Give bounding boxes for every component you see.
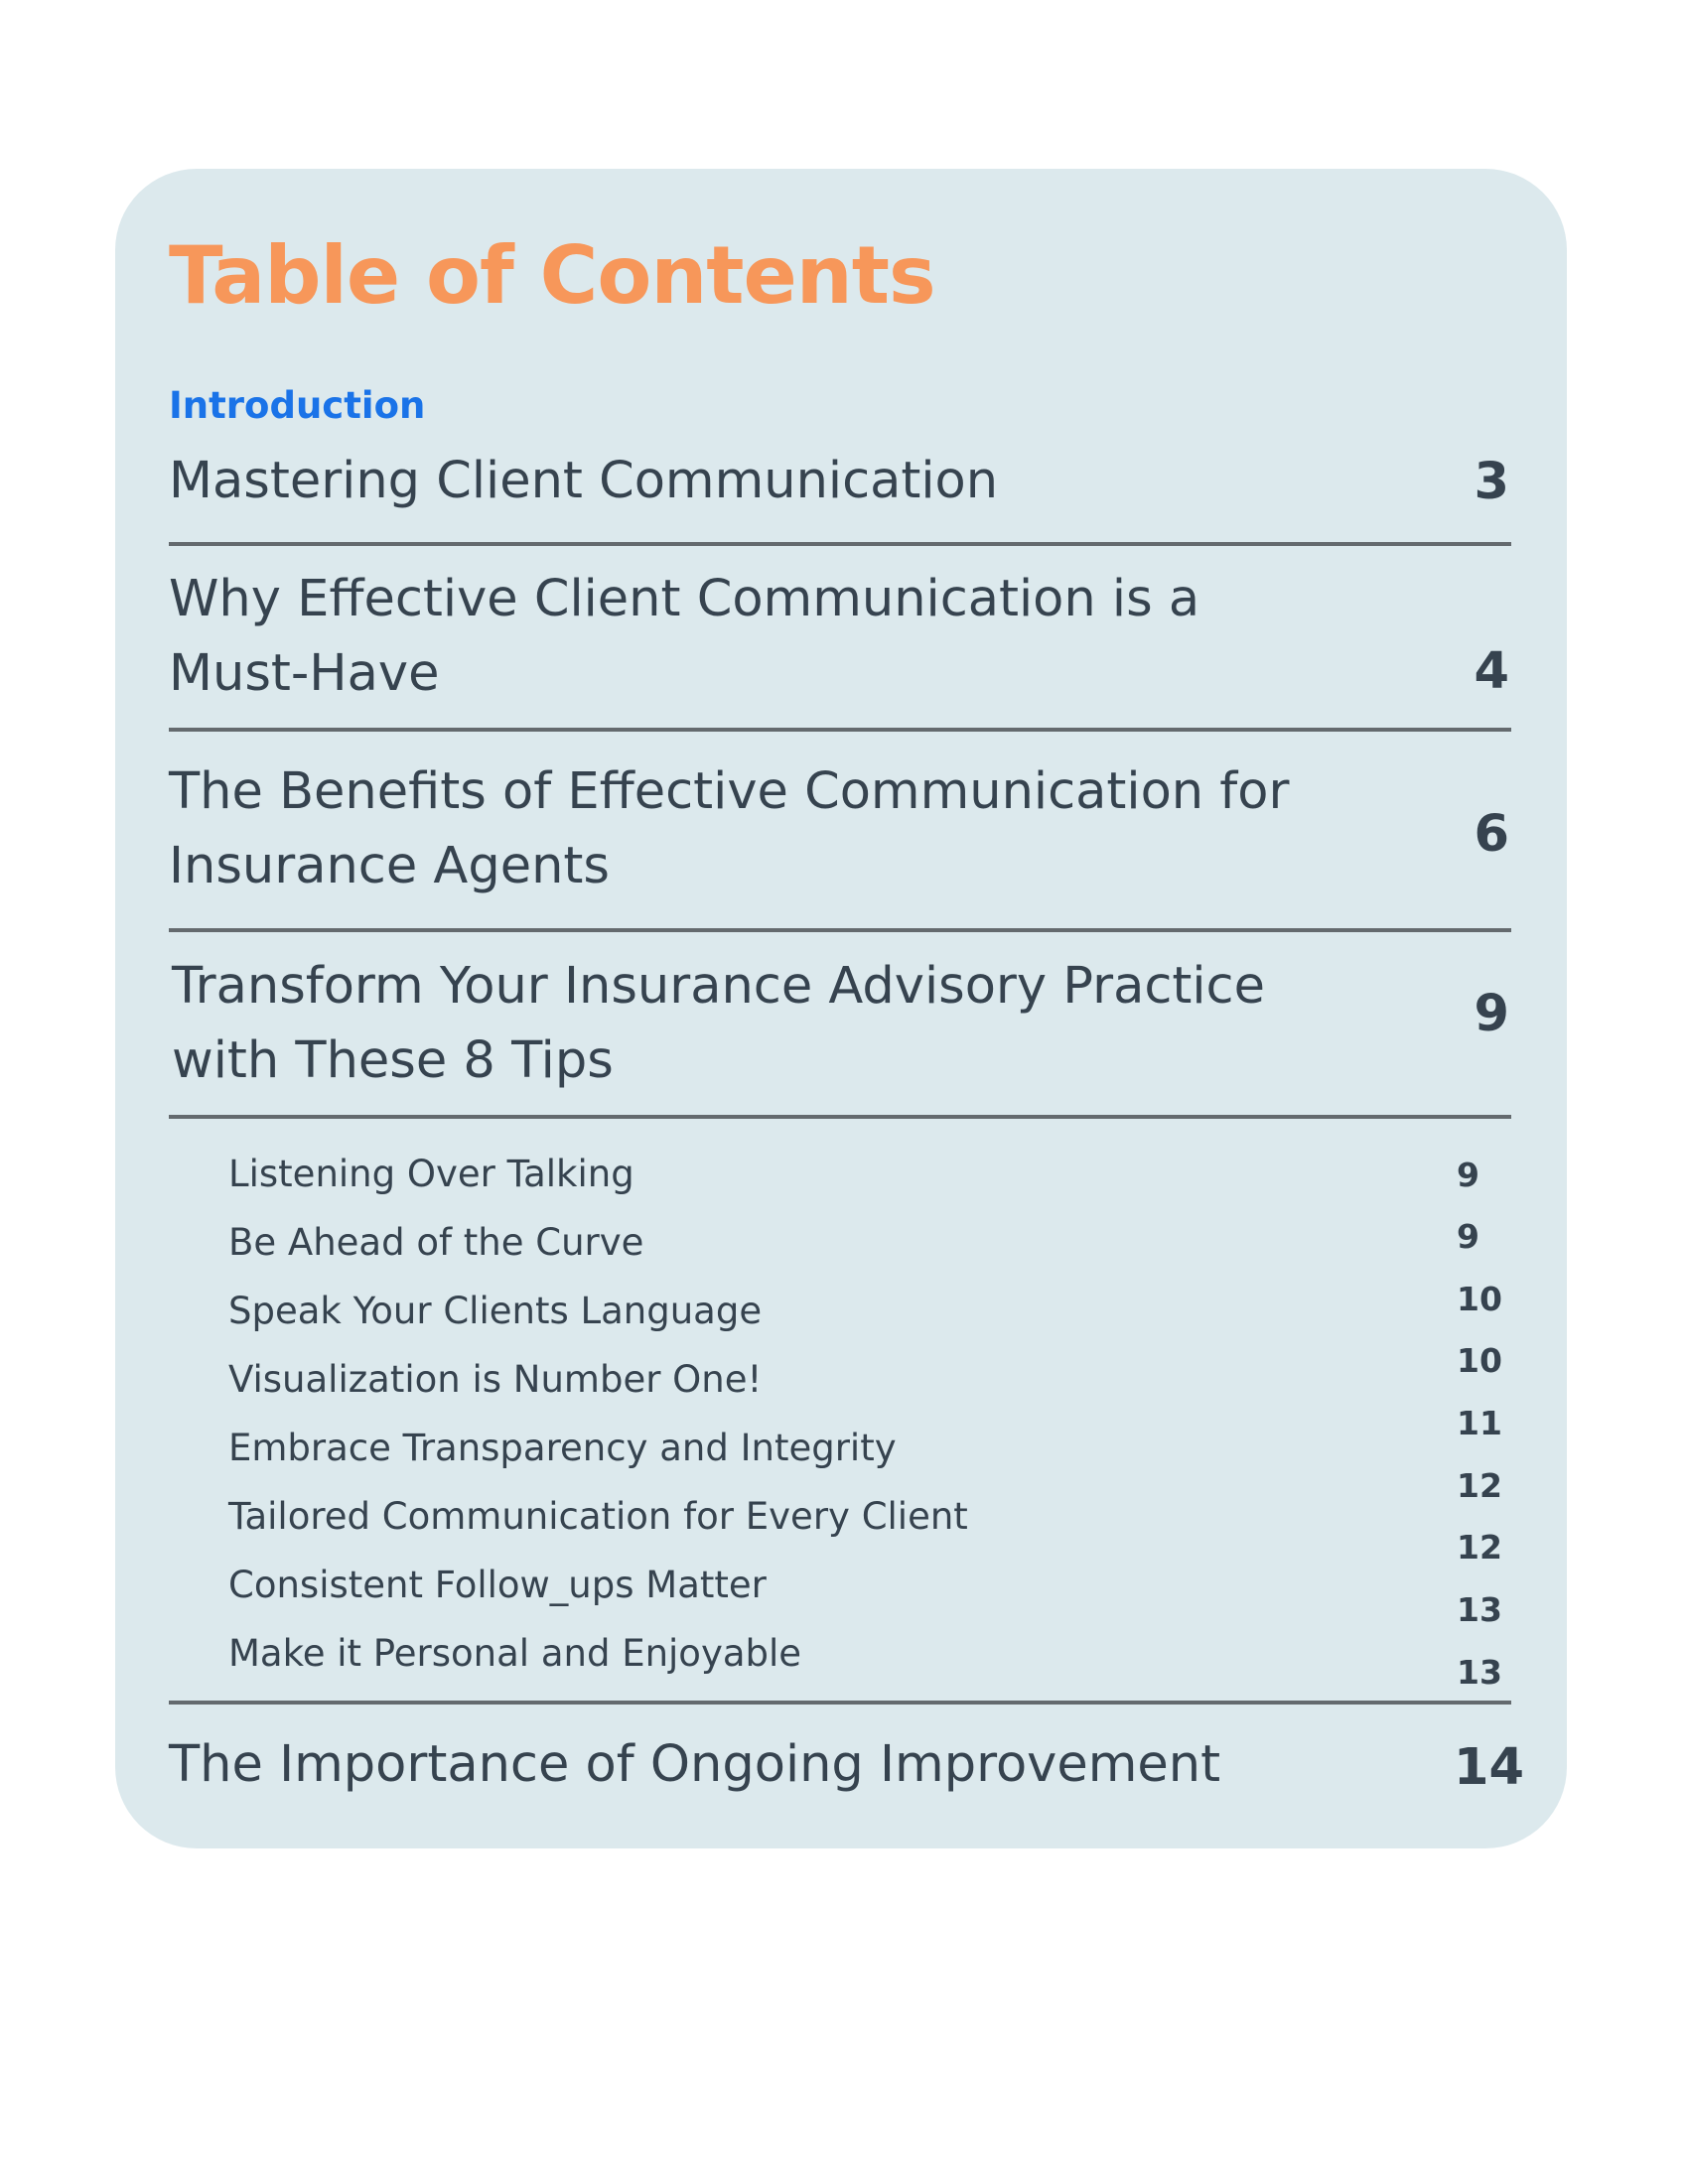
sub-entry-2-text[interactable]: Be Ahead of the Curve [228, 1221, 644, 1264]
divider-4 [169, 1115, 1511, 1119]
sub-entry-1-text[interactable]: Listening Over Talking [228, 1153, 634, 1195]
toc-entry-5-text[interactable]: The Importance of Ongoing Improvement [169, 1735, 1221, 1794]
sub-entry-2-page: 9 [1457, 1217, 1479, 1256]
divider-5 [169, 1701, 1511, 1705]
sub-entry-3-text[interactable]: Speak Your Clients Language [228, 1290, 763, 1332]
toc-entry-3-page: 6 [1474, 805, 1509, 864]
divider-3 [169, 928, 1511, 932]
intro-label: Introduction [169, 384, 426, 427]
page-title: Table of Contents [169, 229, 935, 322]
sub-entry-6-page: 12 [1457, 1466, 1502, 1505]
toc-entry-4-text[interactable]: Transform Your Insurance Advisory Practice with These 8 Tips [172, 957, 1265, 1090]
sub-entry-3-page: 10 [1457, 1280, 1502, 1318]
sub-entry-7-page: 12 [1457, 1528, 1502, 1567]
sub-entry-1-page: 9 [1457, 1156, 1479, 1194]
sub-entry-8-text[interactable]: Make it Personal and Enjoyable [228, 1632, 802, 1675]
sub-entry-4-page: 10 [1457, 1341, 1502, 1380]
divider-2 [169, 728, 1511, 732]
toc-entry-2-text[interactable]: Why Effective Client Communication is a Must-Have [169, 570, 1200, 703]
toc-entry-4-page: 9 [1474, 985, 1509, 1043]
sub-entry-extra-page: 13 [1457, 1653, 1502, 1692]
sub-entry-5-page: 11 [1457, 1404, 1502, 1442]
toc-entry-3-text[interactable]: The Benefits of Effective Communication for Insurance Agents [169, 762, 1290, 895]
toc-entry-2-page: 4 [1474, 642, 1509, 701]
sub-entry-5-text[interactable]: Embrace Transparency and Integrity [228, 1427, 897, 1469]
sub-entry-4-text[interactable]: Visualization is Number One! [228, 1358, 763, 1401]
toc-entry-5-page: 14 [1454, 1738, 1524, 1797]
toc-entry-1-page: 3 [1474, 453, 1509, 511]
sub-entry-7-text[interactable]: Consistent Follow_ups Matter [228, 1564, 767, 1606]
sub-entry-8-page: 13 [1457, 1590, 1502, 1629]
divider-1 [169, 542, 1511, 546]
toc-entry-1-text[interactable]: Mastering Client Communication [169, 452, 999, 510]
sub-entry-6-text[interactable]: Tailored Communication for Every Client [228, 1495, 968, 1538]
